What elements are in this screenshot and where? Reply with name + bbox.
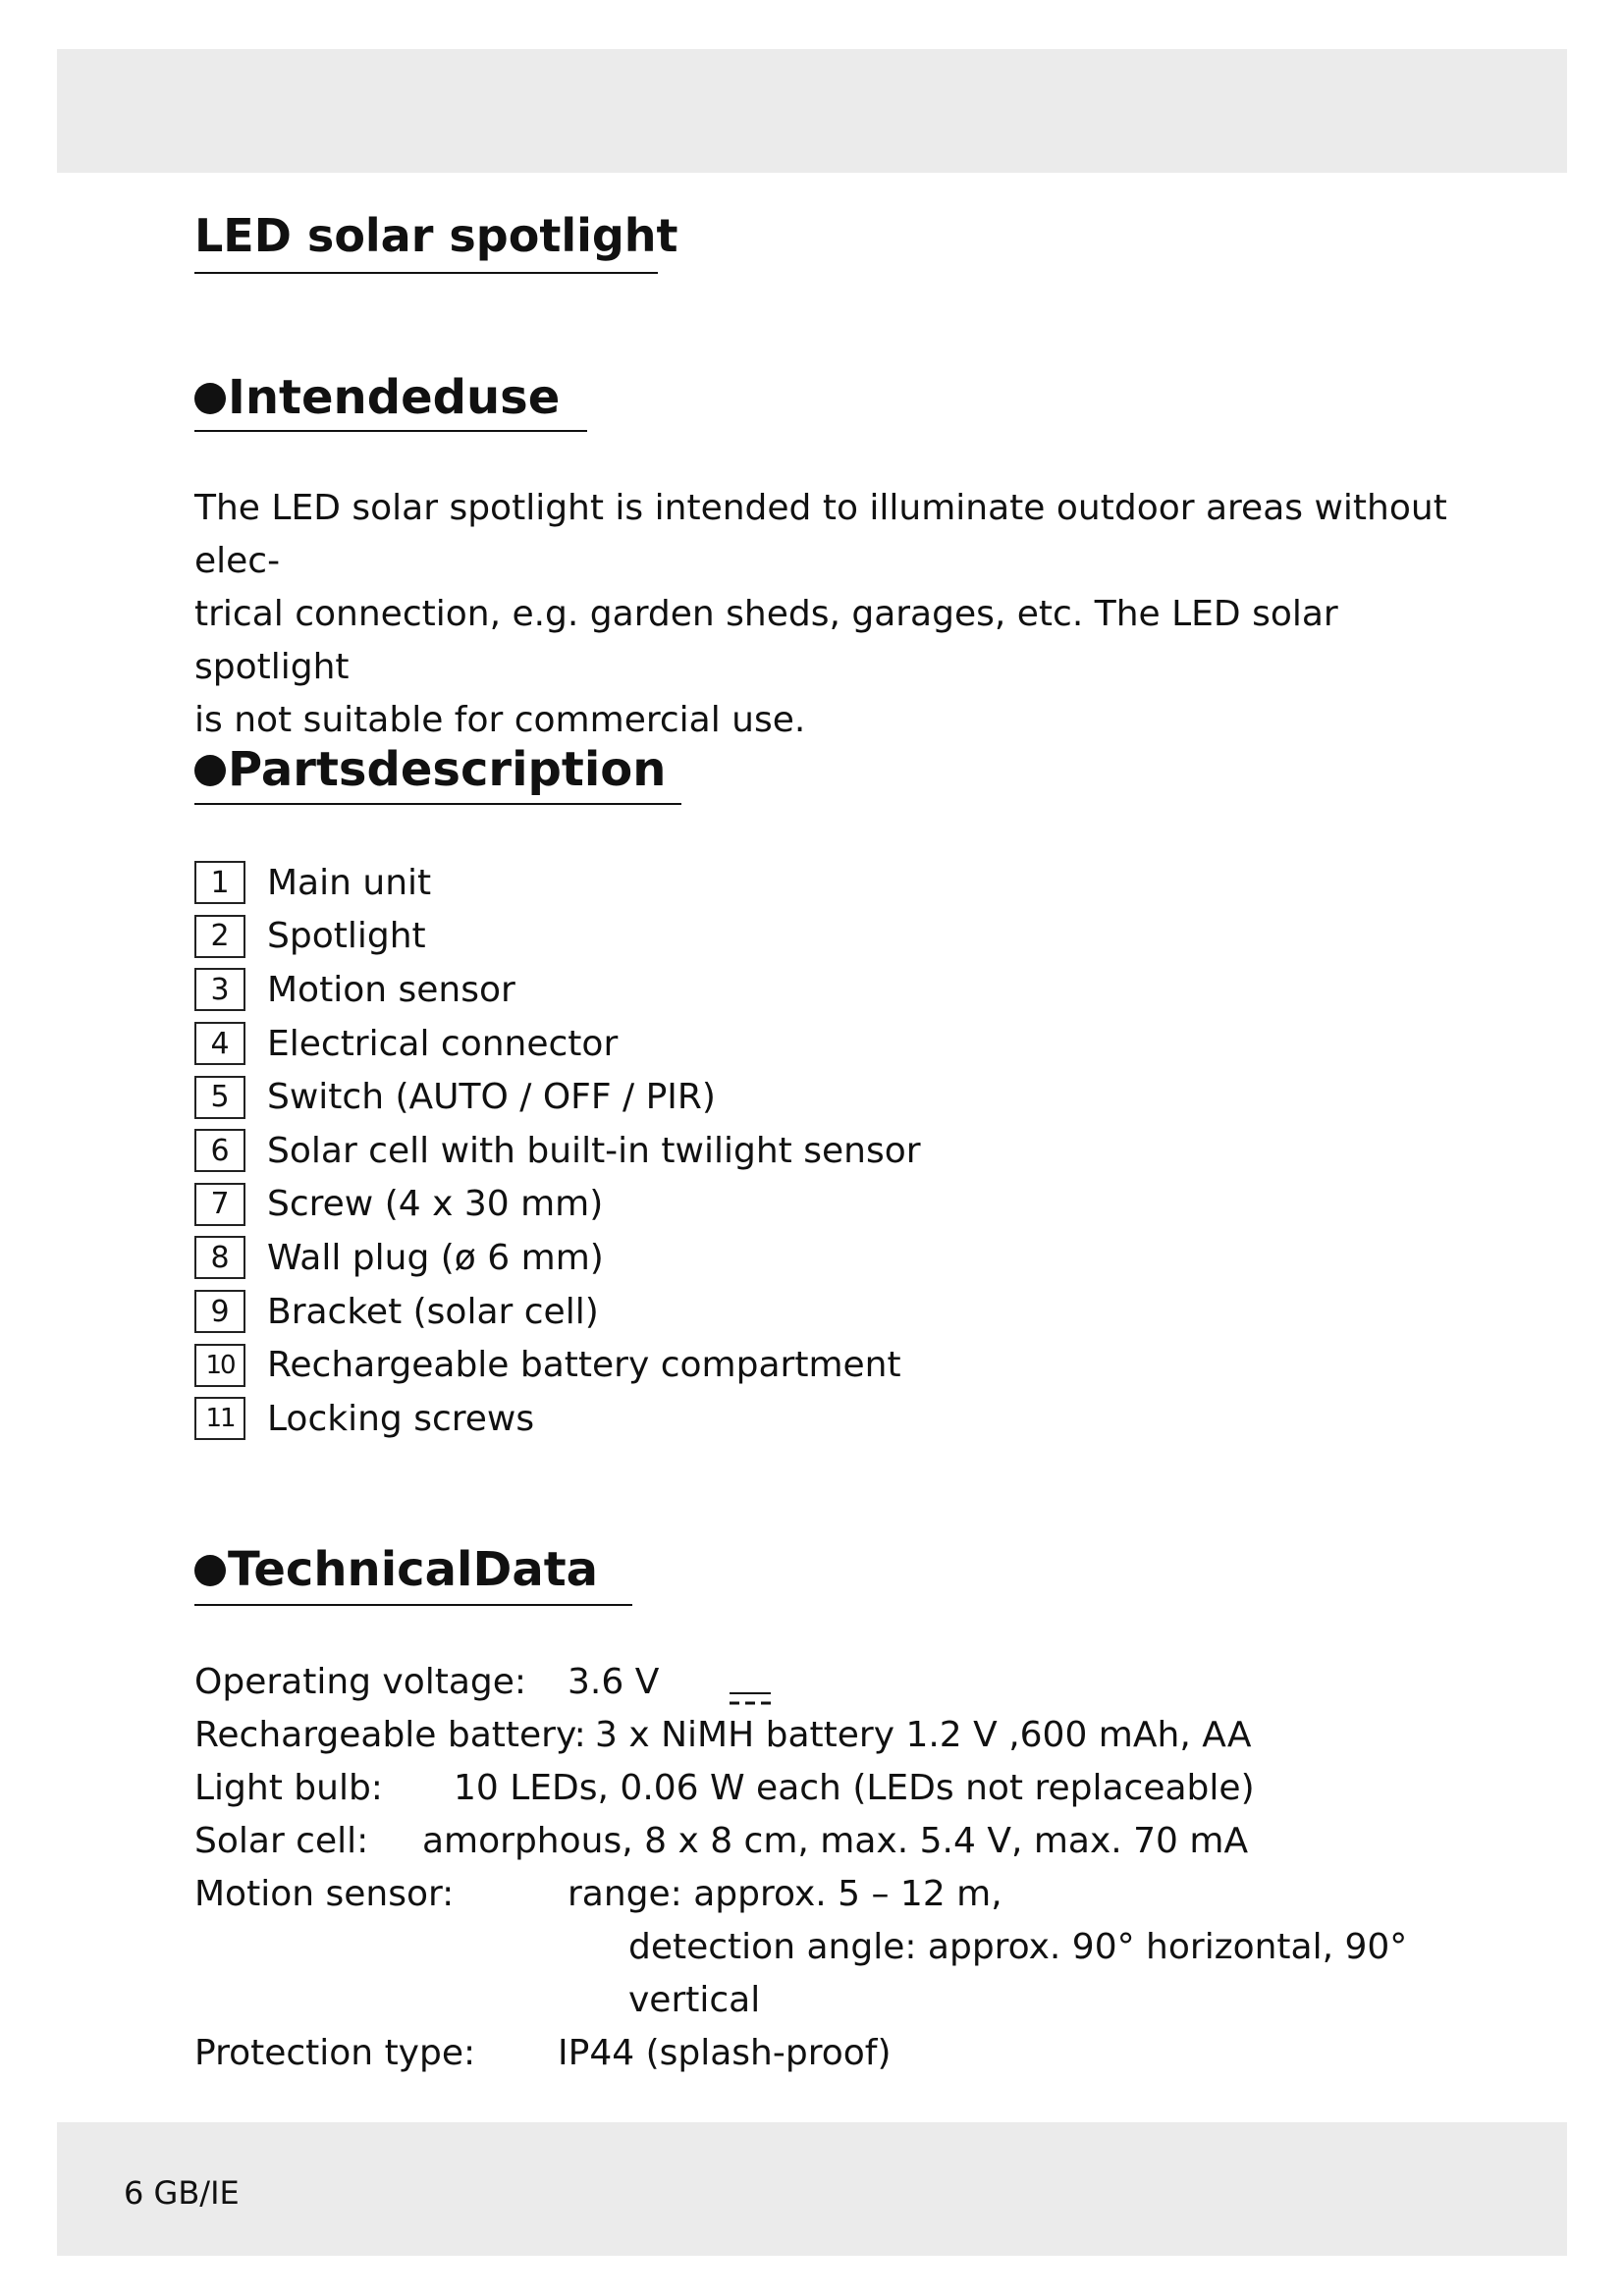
parts-heading	[194, 740, 666, 799]
bullet-icon	[194, 1555, 226, 1586]
paragraph-line: is not suitable for commercial use.	[194, 700, 806, 740]
battery-label: Rechargeable battery:	[194, 1715, 586, 1755]
list-item	[194, 1338, 921, 1392]
dc-current-icon	[728, 1690, 773, 1706]
battery-value: 3 x NiMH battery 1.2 V ,600 mAh, AA	[595, 1715, 1252, 1755]
part-label: Rechargeable battery compartment	[267, 1345, 901, 1386]
intended-use-paragraph	[194, 482, 1471, 747]
list-item	[194, 1231, 921, 1285]
part-label: Motion sensor	[267, 969, 515, 1010]
bullet-icon	[194, 755, 226, 786]
solar-cell-label: Solar cell:	[194, 1821, 369, 1861]
part-label: Screw (4 x 30 mm)	[267, 1184, 604, 1225]
list-item	[194, 910, 921, 964]
part-label: Spotlight	[267, 916, 426, 957]
page-title: LED solar spotlight	[194, 209, 678, 262]
header-band	[57, 49, 1567, 173]
list-item	[194, 1285, 921, 1339]
part-number-box: 11	[194, 1397, 245, 1440]
technical-heading-text: TechnicalData	[228, 1542, 599, 1597]
part-number-box: 4	[194, 1022, 245, 1065]
list-item	[194, 856, 921, 910]
protection-type-label: Protection type:	[194, 2033, 476, 2073]
light-bulb-value: 10 LEDs, 0.06 W each (LEDs not replaceable)	[454, 1768, 1255, 1808]
part-number-box: 5	[194, 1076, 245, 1119]
list-item	[194, 963, 921, 1017]
solar-cell-value: amorphous, 8 x 8 cm, max. 5.4 V, max. 70 mA	[422, 1821, 1249, 1861]
part-label: Locking screws	[267, 1398, 535, 1439]
motion-sensor-angle: detection angle: approx. 90° horizontal, 90°	[628, 1927, 1408, 1967]
part-label: Bracket (solar cell)	[267, 1291, 599, 1332]
operating-voltage-value: 3.6 V	[568, 1662, 660, 1702]
parts-underline	[194, 803, 681, 805]
title-underline	[194, 272, 658, 274]
part-number-box: 10	[194, 1344, 245, 1387]
light-bulb-label: Light bulb:	[194, 1768, 383, 1808]
footer-band	[57, 2122, 1567, 2256]
list-item	[194, 1392, 921, 1446]
technical-underline	[194, 1604, 632, 1606]
bullet-icon	[194, 383, 226, 414]
part-label: Wall plug (ø 6 mm)	[267, 1237, 604, 1278]
list-item	[194, 1178, 921, 1232]
intended-use-heading-text: Intendeduse	[228, 370, 561, 425]
protection-type-value: IP44 (splash-proof)	[558, 2033, 892, 2073]
list-item	[194, 1070, 921, 1124]
list-item	[194, 1017, 921, 1071]
part-label: Switch (AUTO / OFF / PIR)	[267, 1077, 716, 1118]
motion-sensor-label: Motion sensor:	[194, 1874, 455, 1914]
intended-use-heading	[194, 368, 560, 427]
technical-heading	[194, 1540, 598, 1599]
paragraph-line: trical connection, e.g. garden sheds, garages, etc. The LED solar spotlight	[194, 594, 1338, 687]
part-number-box: 8	[194, 1236, 245, 1279]
parts-list	[194, 856, 921, 1446]
page-footer: 6 GB/IE	[124, 2174, 240, 2212]
motion-sensor-range: range: approx. 5 – 12 m,	[568, 1874, 1002, 1914]
paragraph-line: The LED solar spotlight is intended to illuminate outdoor areas without elec-	[194, 488, 1447, 581]
intended-use-underline	[194, 430, 587, 432]
motion-sensor-angle-cont: vertical	[628, 1980, 761, 2020]
operating-voltage-label: Operating voltage:	[194, 1662, 527, 1702]
part-label: Electrical connector	[267, 1023, 619, 1064]
part-number-box: 6	[194, 1129, 245, 1172]
part-number-box: 3	[194, 968, 245, 1011]
part-label: Main unit	[267, 862, 432, 903]
part-number-box: 9	[194, 1290, 245, 1333]
list-item	[194, 1124, 921, 1178]
part-label: Solar cell with built-in twilight sensor	[267, 1130, 921, 1171]
part-number-box: 1	[194, 861, 245, 904]
parts-heading-text: Partsdescription	[228, 742, 667, 797]
part-number-box: 2	[194, 915, 245, 958]
part-number-box: 7	[194, 1183, 245, 1226]
